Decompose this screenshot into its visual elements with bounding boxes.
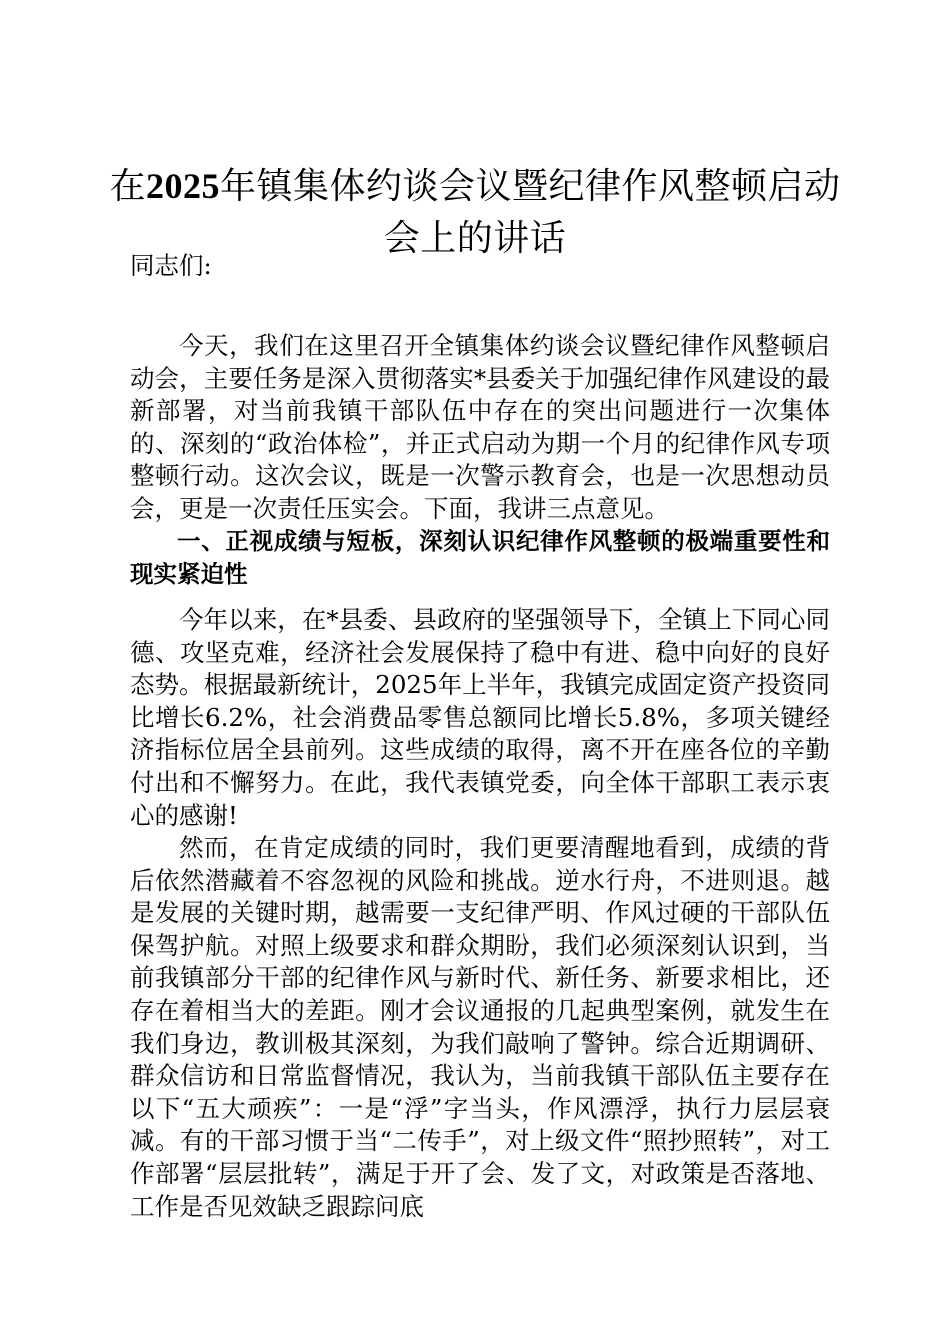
title-prefix: 在 — [109, 166, 146, 207]
salutation: 同志们: — [130, 251, 212, 280]
paragraph-intro: 今天，我们在这里召开全镇集体约谈会议暨纪律作风整顿启动会，主要任务是深入贯彻落实*县委关于加强纪律作风建设的最新部署，对当前我镇干部队伍中存在的突出问题进行一次集体的、深刻的“政治体检”，并正式启动为期一个月的纪律作风专项整顿行动。这次会议，既是一次警示教育会，也是一次思想动员会，更是一次责任压实会。下面，我讲三点意见。 — [130, 331, 830, 523]
paragraph-problems: 然而，在肯定成绩的同时，我们更要清醒地看到，成绩的背后依然潜藏着不容忽视的风险和挑战。逆水行舟，不进则退。越是发展的关键时期，越需要一支纪律严明、作风过硬的干部队伍保驾护航。对照上级要求和群众期盼，我们必须深刻认识到，当前我镇部分干部的纪律作风与新时代、新任务、新要求相比，还存在着相当大的差距。刚才会议通报的几起典型案例，就发生在我们身边，教训极其深刻，为我们敲响了警钟。综合近期调研、群众信访和日常监督情况，我认为，当前我镇干部队伍主要存在以下“五大顽疾”：一是“浮”字当头，作风漂浮，执行力层层衰减。有的干部习惯于当“二传手”，对上级文件“照抄照转”，对工作部署“层层批转”，满足于开了会、发了文，对政策是否落地、工作是否见效缺乏跟踪问底 — [130, 833, 830, 1221]
section-heading-1: 一、正视成绩与短板，深刻认识纪律作风整顿的极端重要性和现实紧迫性 — [130, 527, 830, 588]
title-year: 2025 — [146, 166, 220, 206]
paragraph-achievements: 今年以来，在*县委、县政府的坚强领导下，全镇上下同心同德、攻坚克难，经济社会发展保持了稳中有进、稳中向好的良好态势。根据最新统计，2025年上半年，我镇完成固定资产投资同比增长6.2%，社会消费品零售总额同比增长5.8%，多项关键经济指标位居全县前列。这些成绩的取得，离不开在座各位的辛勤付出和不懈努力。在此，我代表镇党委，向全体干部职工表示衷心的感谢! — [130, 605, 830, 830]
title-rest: 年镇集体约谈会议暨纪律作风整顿启动会上的讲话 — [220, 166, 841, 259]
